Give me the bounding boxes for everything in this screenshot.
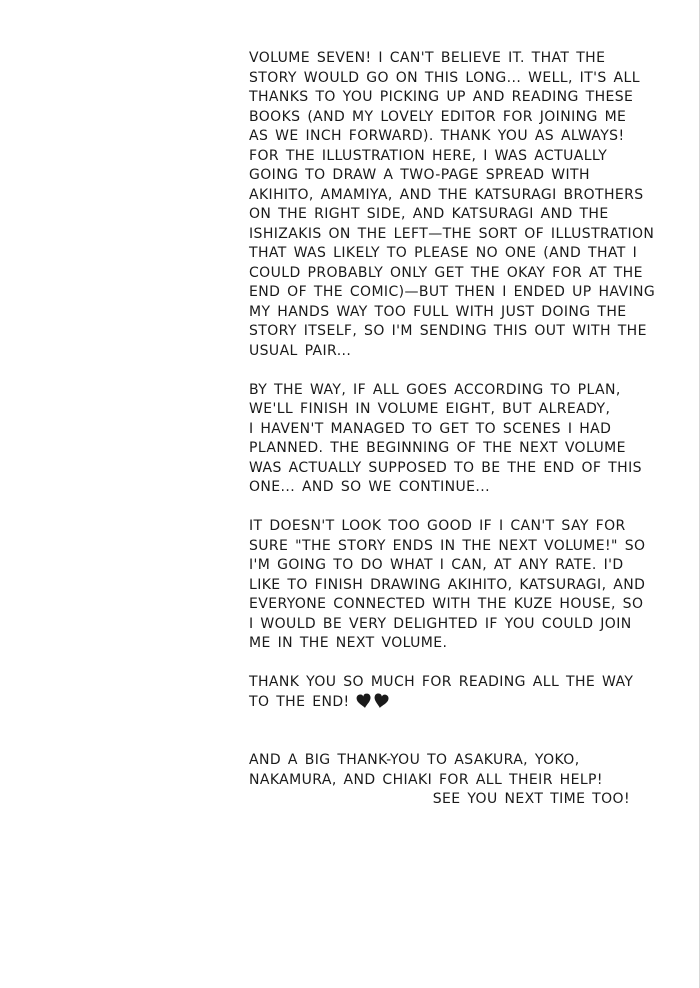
text-line: NAKAMURA, AND CHIAKI FOR ALL THEIR HELP! — [249, 771, 603, 788]
text-line: LIKE TO FINISH DRAWING AKIHITO, KATSURAGI, AND — [249, 576, 646, 593]
text-line: STORY WOULD GO ON THIS LONG... WELL, IT'S ALL — [249, 69, 640, 86]
text-line: ME IN THE NEXT VOLUME. — [249, 635, 448, 651]
text-line: WAS ACTUALLY SUPPOSED TO BE THE END OF THIS — [249, 459, 642, 476]
text-line: FOR THE ILLUSTRATION HERE, I WAS ACTUALLY — [249, 147, 608, 164]
paragraph-credits — [249, 751, 639, 810]
text-line: ON THE RIGHT SIDE, AND KATSURAGI AND THE — [249, 206, 609, 222]
text-line: SURE "THE STORY ENDS IN THE NEXT VOLUME!" SO — [249, 537, 646, 554]
text-line: STORY ITSELF, SO I'M SENDING THIS OUT WITH THE — [249, 323, 647, 339]
text-line: PLANNED. THE BEGINNING OF THE NEXT VOLUME — [249, 440, 626, 456]
text-line: ISHIZAKIS ON THE LEFT—THE SORT OF ILLUSTRATION — [249, 225, 655, 242]
text-line: VOLUME SEVEN! I CAN'T BELIEVE IT. THAT THE — [249, 50, 606, 66]
afterword-text — [249, 49, 656, 829]
text-line: USUAL PAIR... — [249, 342, 352, 359]
text-line: IT DOESN'T LOOK TOO GOOD IF I CAN'T SAY FOR — [249, 518, 626, 534]
signoff-line: SEE YOU NEXT TIME TOO! — [432, 791, 630, 807]
text-line: BOOKS (AND MY LOVELY EDITOR FOR JOINING ME — [249, 108, 627, 125]
text-line: I HAVEN'T MANAGED TO GET TO SCENES I HAD — [249, 420, 612, 437]
paragraph-intro — [249, 49, 656, 361]
paragraph-next-volume — [249, 517, 646, 654]
text-line: AKIHITO, AMAMIYA, AND THE KATSURAGI BROTHERS — [249, 186, 644, 203]
text-line: I'M GOING TO DO WHAT I CAN, AT ANY RATE. I'D — [249, 557, 624, 573]
text-line: THANKS TO YOU PICKING UP AND READING THESE — [249, 89, 634, 105]
text-line: ONE... AND SO WE CONTINUE... — [249, 479, 490, 495]
text-fragment: TO THE END! — [249, 693, 350, 710]
text-line: END OF THE COMIC)—BUT THEN I ENDED UP HAVING — [249, 284, 656, 300]
text-line: WE'LL FINISH IN VOLUME EIGHT, BUT ALREADY, — [249, 401, 611, 417]
text-line: AS WE INCH FORWARD). THANK YOU AS ALWAYS! — [249, 128, 625, 144]
text-line: BY THE WAY, IF ALL GOES ACCORDING TO PLAN, — [249, 381, 621, 398]
text-line: THANK YOU SO MUCH FOR READING ALL THE WAY — [249, 674, 634, 690]
text-line: COULD PROBABLY ONLY GET THE OKAY FOR AT THE — [249, 264, 643, 281]
text-line: I WOULD BE VERY DELIGHTED IF YOU COULD JOIN — [249, 615, 632, 632]
paragraph-thanks — [249, 673, 639, 712]
text-line-with-hearts — [249, 693, 639, 713]
text-line: GOING TO DRAW A TWO-PAGE SPREAD WITH — [249, 167, 590, 183]
text-line: AND A BIG THANK-YOU TO ASAKURA, YOKO, — [249, 752, 580, 768]
hearts-icon — [356, 693, 390, 716]
text-line: MY HANDS WAY TOO FULL WITH JUST DOING THE — [249, 303, 627, 320]
paragraph-plan — [249, 381, 642, 498]
text-line: THAT WAS LIKELY TO PLEASE NO ONE (AND THAT I — [249, 245, 638, 261]
text-line: EVERYONE CONNECTED WITH THE KUZE HOUSE, SO — [249, 596, 644, 612]
